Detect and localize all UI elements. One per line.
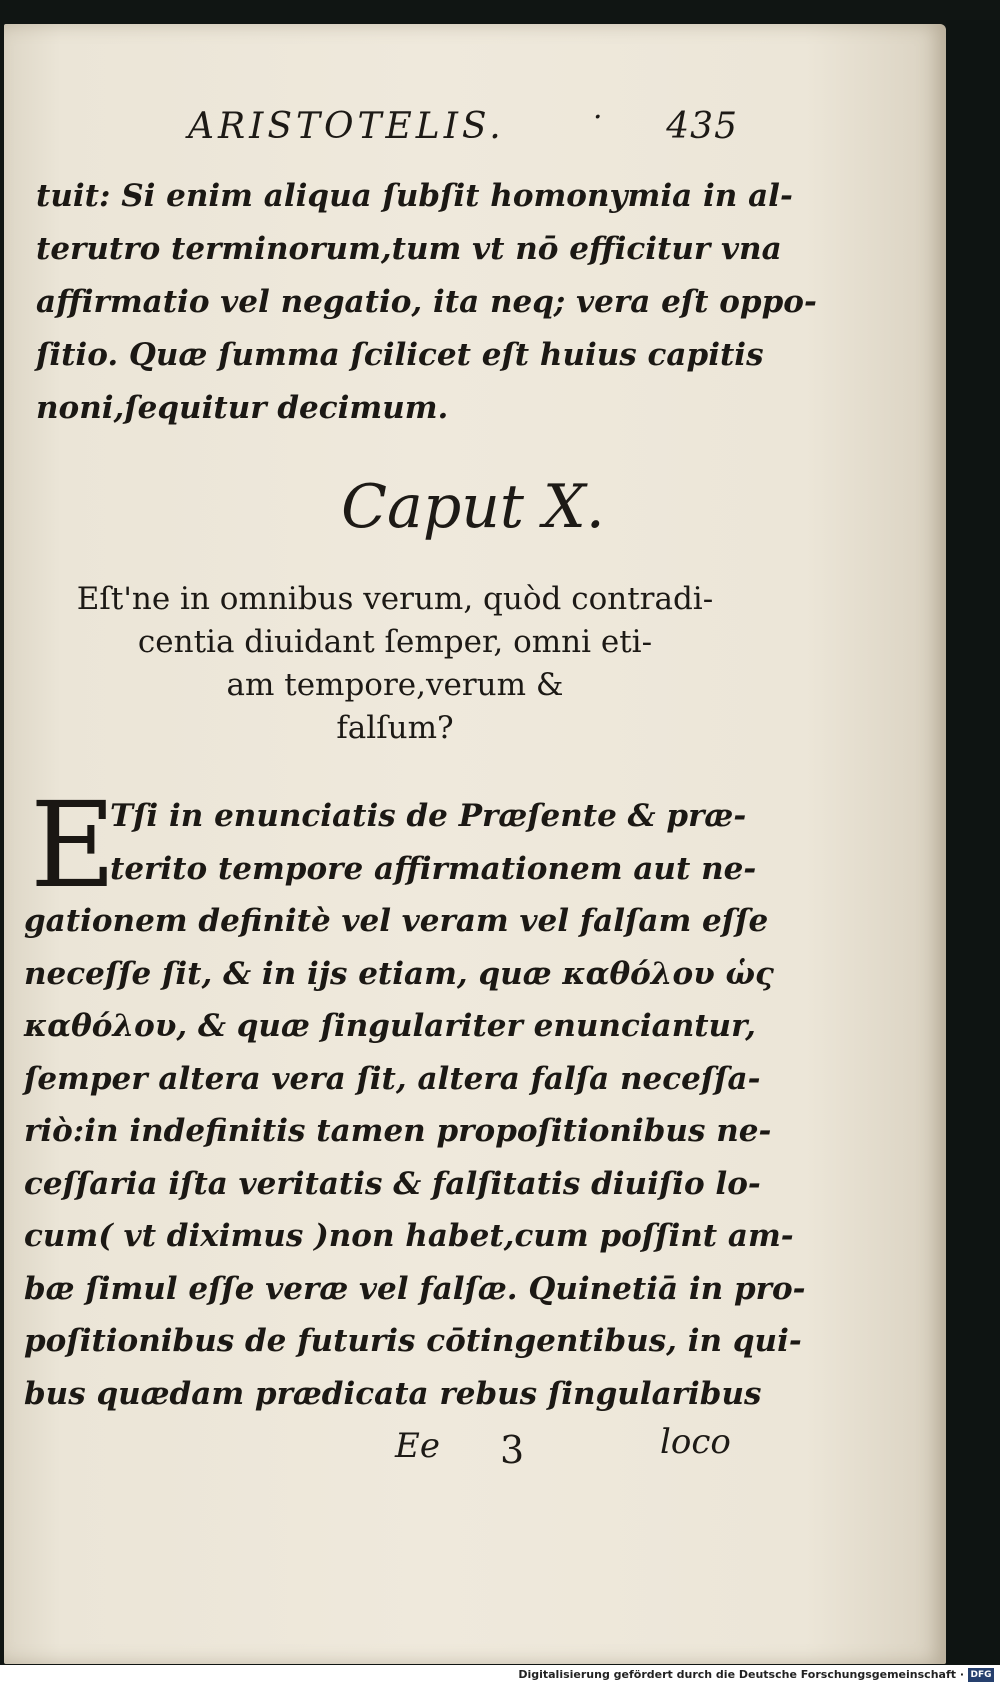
question-line: Eſt'ne in omnibus verum, quòd contradi- <box>76 581 714 617</box>
text-line: noni,ſequitur decimum. <box>36 390 449 426</box>
text-line: gationem definitè vel veram vel falſam eſſe <box>24 903 769 939</box>
text-line: tuit: Si enim aliqua ſubſit homonymia in al- <box>36 178 793 214</box>
text-line: cum( vt diximus )non habet,cum poſſint am- <box>24 1218 794 1254</box>
dfg-logo: DFG <box>968 1668 994 1682</box>
text-line: καθόλου, & quæ ſingulariter enunciantur, <box>24 1008 756 1044</box>
signature-number: 3 <box>500 1428 525 1472</box>
digitization-footer <box>0 1665 1000 1686</box>
text-line: bæ ſimul eſſe veræ vel falſæ. Quinetiā in pro- <box>24 1270 806 1307</box>
question-line: centia diuidant ſemper, omni eti- <box>137 624 653 660</box>
text-line: riò:in indefinitis tamen propoſitionibus ne- <box>24 1113 772 1149</box>
text-line: Tſi in enunciatis de Præſente & præ- <box>110 798 747 834</box>
chapter-question <box>30 578 760 750</box>
text-line: terito tempore affirmationem aut ne- <box>110 850 757 887</box>
question-line: falſum? <box>336 710 454 746</box>
text-line: neceſſe ſit, & in ijs etiam, quæ καθόλου ὡς <box>24 955 774 992</box>
text-line: terutro terminorum,tum vt nō efficitur vna <box>36 231 782 267</box>
text-line: bus quædam prædicata rebus ſingularibus <box>24 1375 762 1412</box>
text-line: ſitio. Quæ ſumma ſcilicet eſt huius capitis <box>36 337 764 373</box>
running-head <box>188 100 738 156</box>
binding-shadow <box>946 20 1000 1665</box>
text-line: ceſſaria iſta veritatis & falſitatis diuiſio lo- <box>24 1165 761 1202</box>
intro-paragraph <box>36 170 817 435</box>
text-line: poſitionibus de futuris cōtingentibus, in qui- <box>24 1323 802 1359</box>
drop-cap: E <box>30 776 117 914</box>
footer-credit: Digitalisierung gefördert durch die Deutsche Forschungsgemeinschaft · <box>518 1668 964 1681</box>
text-line: affirmatio vel negatio, ita neq; vera eſt oppo- <box>36 284 817 320</box>
running-head-title: ARISTOTELIS. <box>188 106 505 147</box>
text-line: ſemper altera vera ſit, altera falſa neceſſa- <box>24 1060 761 1097</box>
chapter-heading: Caput X. <box>341 472 605 542</box>
signature-mark: Ee <box>395 1426 440 1466</box>
running-head-dot: · <box>593 100 607 135</box>
body-paragraph <box>24 776 806 1420</box>
page-number: 435 <box>666 106 738 147</box>
catchword: loco <box>660 1422 731 1462</box>
question-line: am tempore,verum & <box>226 667 564 703</box>
